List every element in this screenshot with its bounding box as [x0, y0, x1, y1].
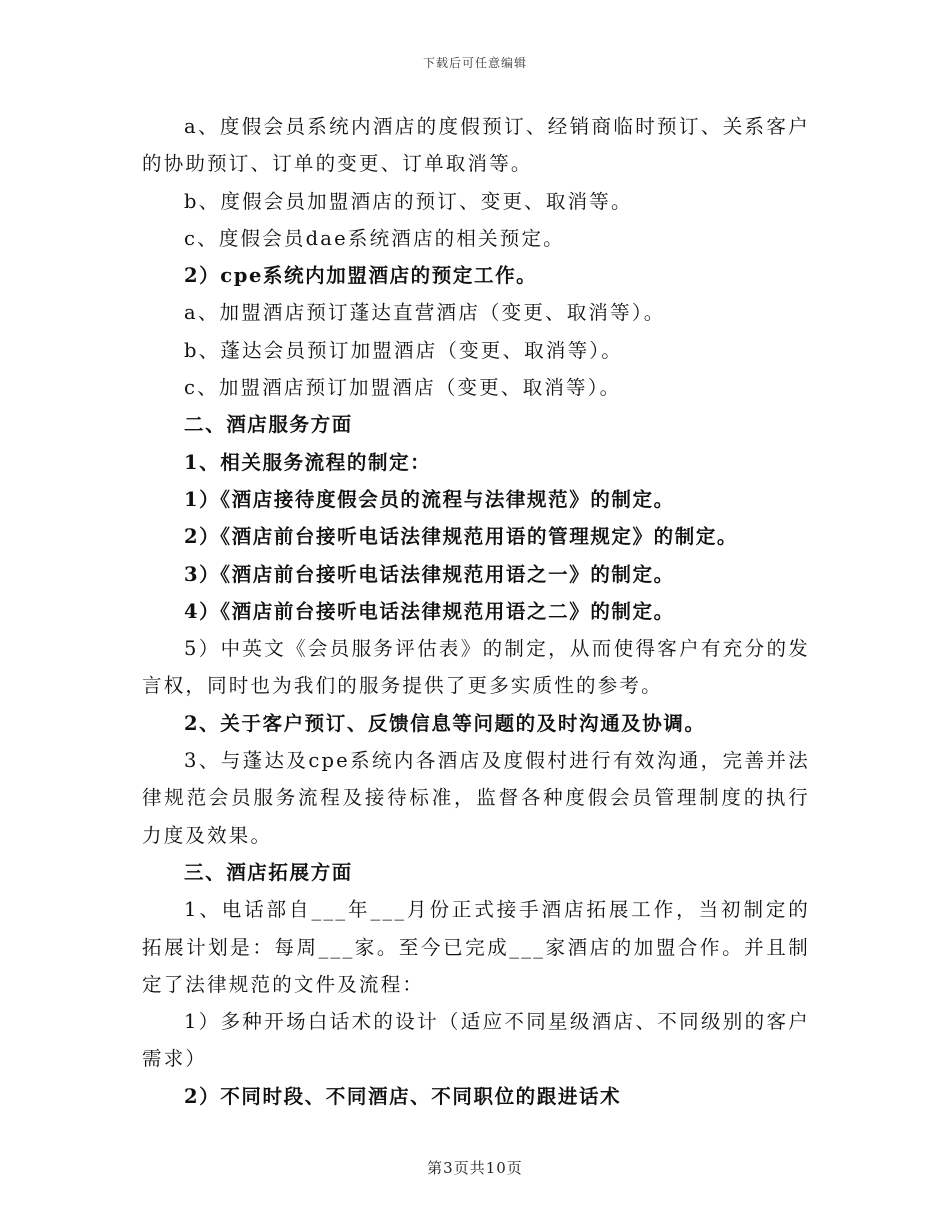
subheading-followup: 2）不同时段、不同酒店、不同职位的跟进话术 [184, 1084, 622, 1108]
paragraph-3: c、度假会员dae系统酒店的相关预定。 [184, 226, 565, 250]
paragraph-6: c、加盟酒店预订加盟酒店（变更、取消等）。 [184, 376, 622, 400]
subheading-communication: 2、关于客户预订、反馈信息等问题的及时沟通及协调。 [184, 711, 706, 735]
paragraph-7: 3、与蓬达及cpe系统内各酒店及度假村进行有效沟通，完善并法律规范会员服务流程及接待标准，监督各种度假会员管理制度的执行力度及效果。 [142, 749, 810, 847]
subheading-cpe: 2）cpe系统内加盟酒店的预定工作。 [184, 264, 538, 288]
list-item-3: 3）《酒店前台接听电话法律规范用语之一》的制定。 [184, 562, 675, 586]
paragraph-5: b、蓬达会员预订加盟酒店（变更、取消等）。 [184, 338, 623, 362]
list-item-4: 4）《酒店前台接听电话法律规范用语之二》的制定。 [184, 599, 675, 623]
paragraph-2: b、度假会员加盟酒店的预订、变更、取消等。 [184, 189, 633, 213]
paragraph-4: a、加盟酒店预订蓬达直营酒店（变更、取消等）。 [184, 301, 666, 325]
list-item-5: 5）中英文《会员服务评估表》的制定，从而使得客户有充分的发言权，同时也为我们的服务提供了更多实质性的参考。 [142, 637, 810, 698]
section-heading-hotel-service: 二、酒店服务方面 [184, 413, 353, 437]
list-item-1: 1）《酒店接待度假会员的流程与法律规范》的制定。 [184, 487, 675, 511]
subheading-service-process: 1、相关服务流程的制定： [184, 450, 432, 474]
document-body [142, 108, 810, 1115]
page-header: 下载后可任意编辑 [422, 56, 527, 70]
list-item-2: 2）《酒店前台接听电话法律规范用语的管理规定》的制定。 [184, 525, 739, 549]
page-footer: 第3页共10页 [427, 1159, 523, 1177]
paragraph-9: 1）多种开场白话术的设计（适应不同星级酒店、不同级别的客户需求） [142, 1010, 810, 1071]
paragraph-8: 1、电话部自___年___月份正式接手酒店拓展工作，当初制定的拓展计划是：每周___家。至今已完成___家酒店的加盟合作。并且制定了法律规范的文件及流程： [142, 898, 810, 996]
paragraph-1: a、度假会员系统内酒店的度假预订、经销商临时预订、关系客户的协助预订、订单的变更、订单取消等。 [142, 115, 810, 176]
section-heading-hotel-expansion: 三、酒店拓展方面 [184, 860, 353, 884]
